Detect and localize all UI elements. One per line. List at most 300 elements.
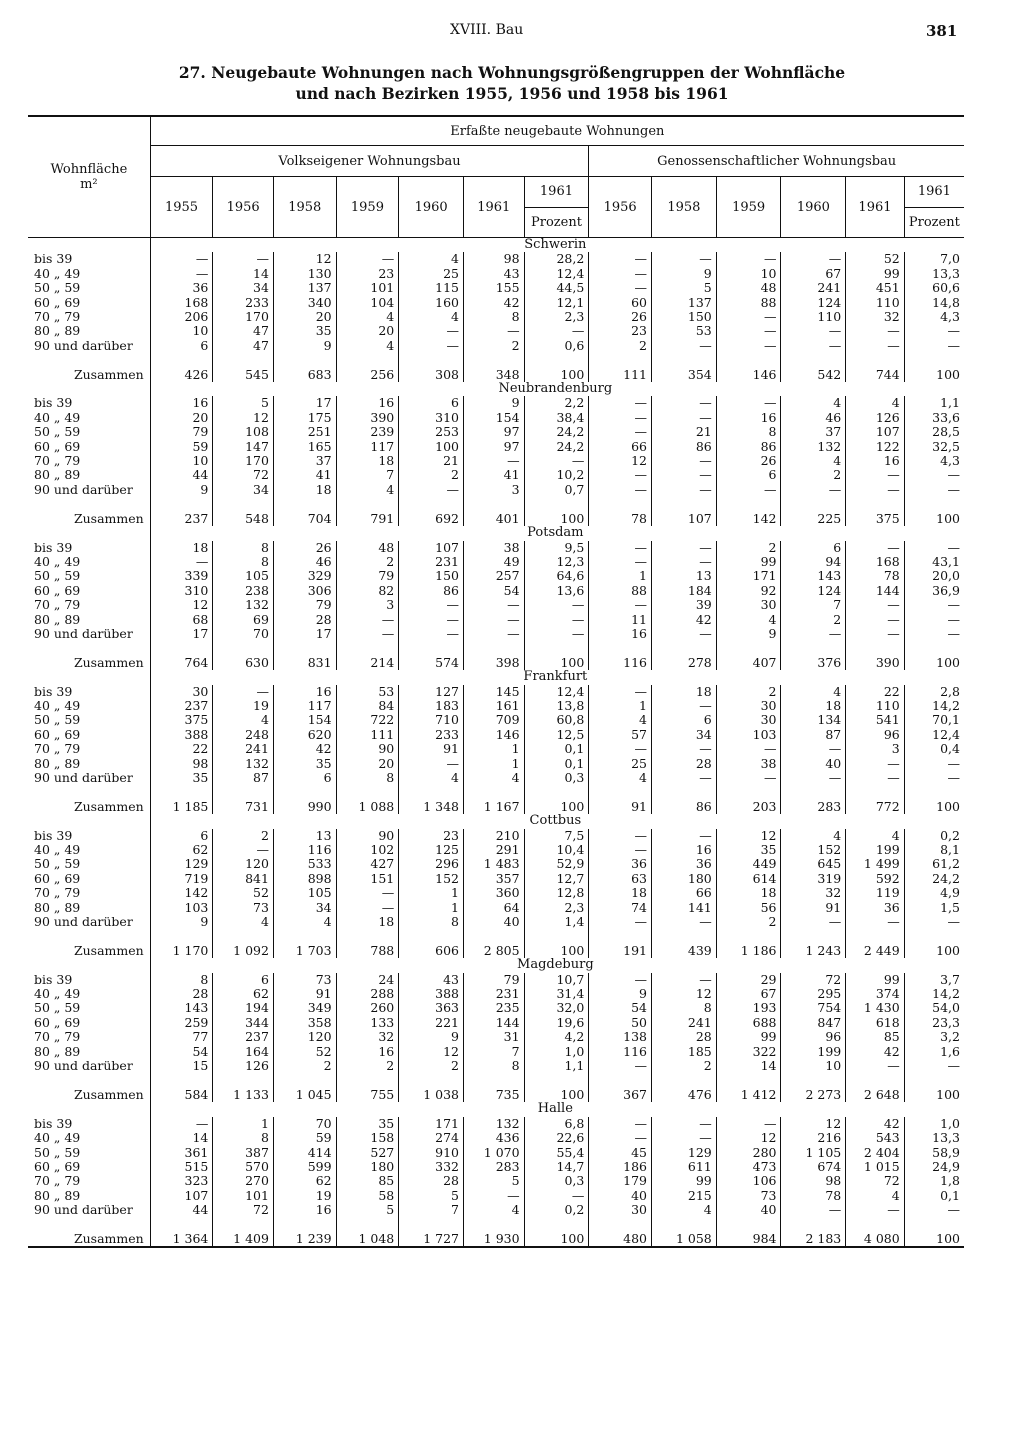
total-value-cell: 116 bbox=[589, 656, 652, 670]
value-cell: 2 bbox=[464, 339, 525, 353]
table-row bbox=[28, 483, 964, 497]
total-value-cell: 2 183 bbox=[781, 1232, 846, 1247]
table-row bbox=[28, 339, 964, 353]
value-cell: 33,6 bbox=[904, 411, 964, 425]
value-cell: — bbox=[651, 915, 716, 929]
value-cell: — bbox=[904, 598, 964, 612]
value-cell: 4 bbox=[399, 771, 464, 785]
table-row bbox=[28, 411, 964, 425]
spacer-cell bbox=[651, 1073, 716, 1087]
value-cell: 3,2 bbox=[904, 1030, 964, 1044]
value-cell: 59 bbox=[150, 440, 213, 454]
value-cell: 111 bbox=[336, 728, 399, 742]
region-stub-cell bbox=[28, 238, 150, 253]
spacer-cell bbox=[524, 353, 589, 367]
total-value-cell: 2 805 bbox=[464, 944, 525, 958]
value-cell: 42 bbox=[651, 613, 716, 627]
value-cell: 898 bbox=[273, 872, 336, 886]
value-cell: — bbox=[589, 1131, 652, 1145]
value-cell: 46 bbox=[781, 411, 846, 425]
value-cell: 231 bbox=[464, 987, 525, 1001]
spacer-cell bbox=[464, 1218, 525, 1232]
value-cell: 26 bbox=[716, 454, 781, 468]
value-cell: 4 bbox=[336, 310, 399, 324]
value-cell: 31,4 bbox=[524, 987, 589, 1001]
value-cell: 107 bbox=[150, 1189, 213, 1203]
size-group-label: 70 „ 79 bbox=[34, 886, 81, 901]
total-value-cell: 78 bbox=[589, 512, 652, 526]
value-cell: — bbox=[524, 1189, 589, 1203]
table-row bbox=[28, 915, 964, 929]
value-cell: 674 bbox=[781, 1160, 846, 1174]
value-cell: 30 bbox=[150, 685, 213, 699]
table-row bbox=[28, 613, 964, 627]
value-cell: 70 bbox=[273, 1117, 336, 1131]
value-cell: 40 bbox=[716, 1203, 781, 1217]
value-cell: 133 bbox=[336, 1016, 399, 1030]
table-row bbox=[28, 396, 964, 410]
size-group-label: 70 „ 79 bbox=[34, 742, 81, 757]
value-cell: 72 bbox=[213, 468, 274, 482]
spacer-cell bbox=[336, 1218, 399, 1232]
value-cell: — bbox=[651, 541, 716, 555]
value-cell: 20 bbox=[336, 324, 399, 338]
spacer-cell bbox=[399, 641, 464, 655]
value-cell: — bbox=[651, 771, 716, 785]
size-group-label: bis 39 bbox=[34, 828, 73, 843]
region-heading-neubrandenburg bbox=[28, 382, 964, 396]
value-cell: 5 bbox=[213, 396, 274, 410]
value-cell: 28 bbox=[651, 757, 716, 771]
spacer-row bbox=[28, 497, 964, 511]
value-cell: 35 bbox=[273, 757, 336, 771]
value-cell: 12,4 bbox=[524, 685, 589, 699]
value-cell: 274 bbox=[399, 1131, 464, 1145]
value-cell: 7 bbox=[781, 598, 846, 612]
table-row bbox=[28, 296, 964, 310]
value-cell: 110 bbox=[846, 699, 904, 713]
value-cell: — bbox=[781, 1203, 846, 1217]
value-cell: 170 bbox=[213, 454, 274, 468]
value-cell: 688 bbox=[716, 1016, 781, 1030]
value-cell: 34 bbox=[213, 281, 274, 295]
value-cell: 451 bbox=[846, 281, 904, 295]
spacer-cell bbox=[651, 641, 716, 655]
value-cell: 99 bbox=[651, 1174, 716, 1188]
value-cell: — bbox=[589, 281, 652, 295]
spacer-cell bbox=[524, 785, 589, 799]
table-row bbox=[28, 713, 964, 727]
size-group-label: 50 „ 59 bbox=[34, 713, 81, 728]
spacer-cell bbox=[589, 353, 652, 367]
spacer-row bbox=[28, 785, 964, 799]
value-cell: 137 bbox=[273, 281, 336, 295]
size-group-label: 60 „ 69 bbox=[34, 1015, 81, 1030]
value-cell: — bbox=[904, 771, 964, 785]
value-cell: 47 bbox=[213, 339, 274, 353]
value-cell: 12,4 bbox=[904, 728, 964, 742]
spacer-cell bbox=[150, 1073, 213, 1087]
size-group-label: 90 und darüber bbox=[34, 338, 133, 353]
value-cell: 90 bbox=[336, 829, 399, 843]
value-cell: 154 bbox=[273, 713, 336, 727]
total-value-cell: 1 038 bbox=[399, 1088, 464, 1102]
table-title bbox=[0, 62, 1024, 104]
value-cell: 5 bbox=[399, 1189, 464, 1203]
value-cell: — bbox=[651, 468, 716, 482]
value-cell: 12,3 bbox=[524, 555, 589, 569]
value-cell: 30 bbox=[589, 1203, 652, 1217]
size-group-label: 80 „ 89 bbox=[34, 756, 81, 771]
value-cell: 106 bbox=[716, 1174, 781, 1188]
value-cell: 2 bbox=[336, 555, 399, 569]
spacer-cell bbox=[150, 497, 213, 511]
value-cell: 14,2 bbox=[904, 699, 964, 713]
value-cell: 23 bbox=[399, 829, 464, 843]
value-cell: 64,6 bbox=[524, 569, 589, 583]
value-cell: — bbox=[336, 613, 399, 627]
value-cell: 2 404 bbox=[846, 1146, 904, 1160]
value-cell: 18 bbox=[336, 454, 399, 468]
value-cell: — bbox=[781, 339, 846, 353]
size-group-label: bis 39 bbox=[34, 1116, 73, 1131]
value-cell: 26 bbox=[273, 541, 336, 555]
value-cell: 158 bbox=[336, 1131, 399, 1145]
spacer-cell bbox=[846, 785, 904, 799]
value-cell: 120 bbox=[273, 1030, 336, 1044]
value-cell: 34 bbox=[273, 901, 336, 915]
total-value-cell: 376 bbox=[781, 656, 846, 670]
value-cell: 35 bbox=[716, 843, 781, 857]
year-header-gw-1961: 1961 bbox=[846, 177, 904, 238]
value-cell: 206 bbox=[150, 310, 213, 324]
value-cell: — bbox=[399, 598, 464, 612]
value-cell: 59 bbox=[273, 1131, 336, 1145]
value-cell: 253 bbox=[399, 425, 464, 439]
value-cell: — bbox=[589, 411, 652, 425]
value-cell: 10 bbox=[781, 1059, 846, 1073]
value-cell: 155 bbox=[464, 281, 525, 295]
value-cell: 8 bbox=[464, 1059, 525, 1073]
value-cell: 8 bbox=[651, 1001, 716, 1015]
value-cell: 221 bbox=[399, 1016, 464, 1030]
value-cell: 85 bbox=[846, 1030, 904, 1044]
value-cell: 16 bbox=[273, 685, 336, 699]
value-cell: 134 bbox=[781, 713, 846, 727]
value-cell: — bbox=[464, 454, 525, 468]
value-cell: 14 bbox=[213, 267, 274, 281]
region-name: Frankfurt bbox=[150, 670, 964, 684]
value-cell: 12 bbox=[589, 454, 652, 468]
value-cell: 23 bbox=[336, 267, 399, 281]
value-cell: — bbox=[716, 483, 781, 497]
value-cell: 306 bbox=[273, 584, 336, 598]
total-value-cell: 107 bbox=[651, 512, 716, 526]
value-cell: 6 bbox=[150, 829, 213, 843]
value-cell: 4 bbox=[213, 713, 274, 727]
year-header-vw-1961: 1961 bbox=[464, 177, 525, 238]
value-cell: 53 bbox=[336, 685, 399, 699]
value-cell: 390 bbox=[336, 411, 399, 425]
value-cell: 32 bbox=[846, 310, 904, 324]
value-cell: 142 bbox=[150, 886, 213, 900]
value-cell: 43 bbox=[464, 267, 525, 281]
spacer-cell bbox=[781, 929, 846, 943]
value-cell: 618 bbox=[846, 1016, 904, 1030]
value-cell: 132 bbox=[781, 440, 846, 454]
value-cell: 515 bbox=[150, 1160, 213, 1174]
value-cell: 25 bbox=[589, 757, 652, 771]
value-cell: 84 bbox=[336, 699, 399, 713]
value-cell: 38 bbox=[716, 757, 781, 771]
value-cell: 238 bbox=[213, 584, 274, 598]
value-cell: 237 bbox=[213, 1030, 274, 1044]
spacer-cell bbox=[28, 353, 150, 367]
table-row bbox=[28, 886, 964, 900]
year-header-vw-1960: 1960 bbox=[399, 177, 464, 238]
value-cell: — bbox=[781, 324, 846, 338]
value-cell: — bbox=[589, 396, 652, 410]
spacer-cell bbox=[781, 497, 846, 511]
value-cell: — bbox=[651, 339, 716, 353]
value-cell: 168 bbox=[846, 555, 904, 569]
value-cell: 85 bbox=[336, 1174, 399, 1188]
value-cell: 14 bbox=[150, 1131, 213, 1145]
value-cell: 0,1 bbox=[524, 742, 589, 756]
total-value-cell: 100 bbox=[904, 512, 964, 526]
value-cell: — bbox=[904, 468, 964, 482]
value-cell: 12,7 bbox=[524, 872, 589, 886]
value-cell: 23,3 bbox=[904, 1016, 964, 1030]
stub-header-label: Wohnfläche bbox=[50, 162, 128, 177]
value-cell: 45 bbox=[589, 1146, 652, 1160]
value-cell: 152 bbox=[399, 872, 464, 886]
spacer-cell bbox=[781, 641, 846, 655]
value-cell: 2 bbox=[716, 915, 781, 929]
spacer-cell bbox=[716, 641, 781, 655]
value-cell: — bbox=[589, 468, 652, 482]
size-group-label: 90 und darüber bbox=[34, 1203, 133, 1218]
value-cell: 10,4 bbox=[524, 843, 589, 857]
value-cell: — bbox=[904, 1059, 964, 1073]
value-cell: 1,0 bbox=[904, 1117, 964, 1131]
value-cell: 645 bbox=[781, 857, 846, 871]
value-cell: 323 bbox=[150, 1174, 213, 1188]
value-cell: 28 bbox=[651, 1030, 716, 1044]
size-group-label: 50 „ 59 bbox=[34, 1001, 81, 1016]
spacer-cell bbox=[336, 353, 399, 367]
value-cell: 124 bbox=[781, 296, 846, 310]
table-row bbox=[28, 1117, 964, 1131]
value-cell: 61,2 bbox=[904, 857, 964, 871]
size-group-label: 50 „ 59 bbox=[34, 281, 81, 296]
value-cell: 72 bbox=[781, 973, 846, 987]
total-value-cell: 91 bbox=[589, 800, 652, 814]
total-value-cell: 142 bbox=[716, 512, 781, 526]
value-cell: 16 bbox=[150, 396, 213, 410]
value-cell: 92 bbox=[716, 584, 781, 598]
size-group-label: 80 „ 89 bbox=[34, 324, 81, 339]
value-cell: 179 bbox=[589, 1174, 652, 1188]
total-value-cell: 100 bbox=[524, 656, 589, 670]
value-cell: 152 bbox=[781, 843, 846, 857]
value-cell: 295 bbox=[781, 987, 846, 1001]
total-value-cell: 1 133 bbox=[213, 1088, 274, 1102]
value-cell: 5 bbox=[336, 1203, 399, 1217]
value-cell: 9 bbox=[150, 915, 213, 929]
value-cell: 1,5 bbox=[904, 901, 964, 915]
value-cell: 388 bbox=[399, 987, 464, 1001]
value-cell: — bbox=[464, 627, 525, 641]
table-row bbox=[28, 584, 964, 598]
value-cell: 6 bbox=[213, 973, 274, 987]
spacer-cell bbox=[399, 497, 464, 511]
value-cell: 233 bbox=[213, 296, 274, 310]
size-group-label: 70 „ 79 bbox=[34, 310, 81, 325]
spacer-cell bbox=[150, 785, 213, 799]
value-cell: 310 bbox=[150, 584, 213, 598]
spacer-cell bbox=[28, 641, 150, 655]
value-cell: 3 bbox=[464, 483, 525, 497]
value-cell: 8 bbox=[464, 310, 525, 324]
size-group-label: 60 „ 69 bbox=[34, 583, 81, 598]
value-cell: 87 bbox=[213, 771, 274, 785]
value-cell: 12,8 bbox=[524, 886, 589, 900]
value-cell: 18 bbox=[589, 886, 652, 900]
table-row bbox=[28, 1189, 964, 1203]
total-value-cell: 100 bbox=[524, 1232, 589, 1247]
value-cell: 4 bbox=[336, 483, 399, 497]
value-cell: 570 bbox=[213, 1160, 274, 1174]
value-cell: 28 bbox=[399, 1174, 464, 1188]
spacer-cell bbox=[399, 353, 464, 367]
value-cell: 1 bbox=[464, 742, 525, 756]
value-cell: 117 bbox=[336, 440, 399, 454]
size-group-label: 50 „ 59 bbox=[34, 569, 81, 584]
value-cell: 86 bbox=[716, 440, 781, 454]
value-cell: 251 bbox=[273, 425, 336, 439]
value-cell: — bbox=[846, 1203, 904, 1217]
value-cell: 259 bbox=[150, 1016, 213, 1030]
value-cell: 387 bbox=[213, 1146, 274, 1160]
size-group-label: 80 „ 89 bbox=[34, 468, 81, 483]
total-value-cell: 1 045 bbox=[273, 1088, 336, 1102]
value-cell: 44,5 bbox=[524, 281, 589, 295]
value-cell: 8 bbox=[336, 771, 399, 785]
spacer-cell bbox=[213, 353, 274, 367]
value-cell: 16 bbox=[336, 1045, 399, 1059]
value-cell: 6 bbox=[651, 713, 716, 727]
value-cell: 24 bbox=[336, 973, 399, 987]
value-cell: 3 bbox=[846, 742, 904, 756]
value-cell: 36 bbox=[846, 901, 904, 915]
value-cell: 374 bbox=[846, 987, 904, 1001]
size-group-label: 60 „ 69 bbox=[34, 727, 81, 742]
table-row bbox=[28, 627, 964, 641]
value-cell: 28 bbox=[273, 613, 336, 627]
value-cell: 754 bbox=[781, 1001, 846, 1015]
value-cell: 7 bbox=[399, 1203, 464, 1217]
size-group-label: 50 „ 59 bbox=[34, 1145, 81, 1160]
value-cell: 2 bbox=[716, 541, 781, 555]
value-cell: 2 bbox=[399, 1059, 464, 1073]
value-cell: 2 bbox=[651, 1059, 716, 1073]
value-cell: 427 bbox=[336, 857, 399, 871]
value-cell: 841 bbox=[213, 872, 274, 886]
table-row bbox=[28, 901, 964, 915]
table-row bbox=[28, 440, 964, 454]
year-header-vw-1959: 1959 bbox=[336, 177, 399, 238]
region-stub-cell bbox=[28, 814, 150, 828]
value-cell: 1,1 bbox=[524, 1059, 589, 1073]
value-cell: 36,9 bbox=[904, 584, 964, 598]
value-cell: 1,1 bbox=[904, 396, 964, 410]
value-cell: 99 bbox=[846, 973, 904, 987]
size-group-label: bis 39 bbox=[34, 252, 73, 267]
value-cell: 4 bbox=[464, 771, 525, 785]
total-value-cell: 548 bbox=[213, 512, 274, 526]
total-value-cell: 439 bbox=[651, 944, 716, 958]
total-value-cell: 755 bbox=[336, 1088, 399, 1102]
value-cell: — bbox=[399, 757, 464, 771]
year-header-vw-1956: 1956 bbox=[213, 177, 274, 238]
value-cell: 52 bbox=[846, 252, 904, 266]
value-cell: 94 bbox=[781, 555, 846, 569]
value-cell: 541 bbox=[846, 713, 904, 727]
value-cell: 117 bbox=[273, 699, 336, 713]
value-cell: 239 bbox=[336, 425, 399, 439]
size-group-label: 80 „ 89 bbox=[34, 612, 81, 627]
total-value-cell: 831 bbox=[273, 656, 336, 670]
value-cell: 473 bbox=[716, 1160, 781, 1174]
spacer-cell bbox=[28, 785, 150, 799]
value-cell: 60 bbox=[589, 296, 652, 310]
value-cell: — bbox=[904, 1203, 964, 1217]
value-cell: 13 bbox=[273, 829, 336, 843]
region-name: Schwerin bbox=[150, 238, 964, 253]
value-cell: — bbox=[651, 742, 716, 756]
value-cell: — bbox=[651, 252, 716, 266]
table-row bbox=[28, 973, 964, 987]
table-row bbox=[28, 1059, 964, 1073]
value-cell: 6 bbox=[273, 771, 336, 785]
size-group-label: 40 „ 49 bbox=[34, 266, 81, 281]
spacer-cell bbox=[904, 641, 964, 655]
value-cell: 97 bbox=[464, 440, 525, 454]
total-value-cell: 1 727 bbox=[399, 1232, 464, 1247]
value-cell: 124 bbox=[781, 584, 846, 598]
size-group-label: 40 „ 49 bbox=[34, 1131, 81, 1146]
value-cell: 105 bbox=[213, 569, 274, 583]
value-cell: 8 bbox=[150, 973, 213, 987]
table-row bbox=[28, 843, 964, 857]
value-cell: 99 bbox=[846, 267, 904, 281]
value-cell: 19 bbox=[213, 699, 274, 713]
value-cell: 6 bbox=[399, 396, 464, 410]
value-cell: 63 bbox=[589, 872, 652, 886]
value-cell: 2 bbox=[273, 1059, 336, 1073]
value-cell: 592 bbox=[846, 872, 904, 886]
table-row bbox=[28, 872, 964, 886]
size-group-label: 50 „ 59 bbox=[34, 857, 81, 872]
value-cell: 4 bbox=[781, 396, 846, 410]
value-cell: 199 bbox=[846, 843, 904, 857]
value-cell: 35 bbox=[273, 324, 336, 338]
value-cell: 1,4 bbox=[524, 915, 589, 929]
size-group-label: bis 39 bbox=[34, 684, 73, 699]
value-cell: 120 bbox=[213, 857, 274, 871]
value-cell: — bbox=[213, 685, 274, 699]
